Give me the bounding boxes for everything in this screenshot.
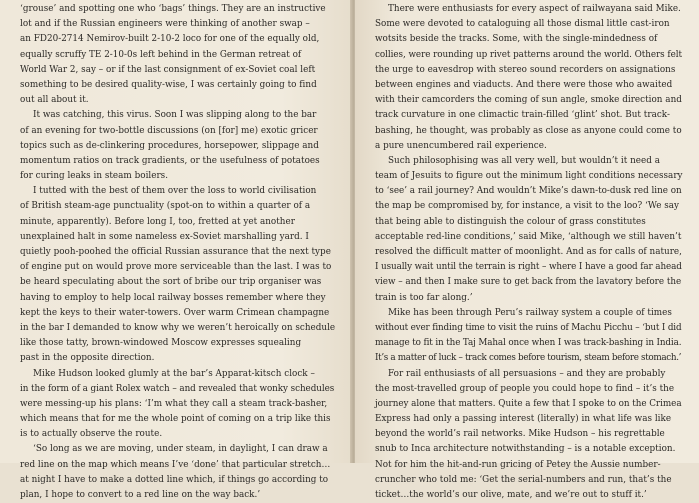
right-page-text-line: the urge to eavesdrop with stereo sound recorders on assignations: [375, 64, 676, 75]
left-page-text-line: unexplained halt in some nameless ex-Soviet marshalling yard. I: [20, 231, 309, 242]
left-page-text-line: ‘So long as we are moving, under steam, in daylight, I can draw a: [33, 444, 328, 455]
left-page-text-line: plan, I hope to convert to a red line on the way back.’: [20, 490, 261, 500]
right-page-text-line: beyond the world’s rail networks. Mike Hudson – his regrettable: [375, 429, 665, 440]
right-page-text-line: a pure unencumbered rail experience.: [375, 140, 547, 151]
right-page-text-line: collies, were rounding up rivet patterns around the world. Others felt: [375, 49, 682, 60]
right-page-text-line: that being able to distinguish the colour of grass constitutes: [375, 216, 646, 227]
left-page-text-line: red line on the map which means I’ve ‘done’ that particular stretch…: [20, 459, 331, 470]
left-page-text-line: I tutted with the best of them over the loss to world civilisation: [33, 186, 317, 197]
right-page-text-line: manage to fit in the Taj Mahal once when I was track-bashing in India.: [375, 338, 682, 349]
left-page-text-line: is to actually observe the route.: [20, 429, 163, 440]
left-page-text-line: equally scruffy TE 2-10-0s left behind in the German retreat of: [20, 49, 302, 60]
right-page-text-line: ticket…the world’s our olive, mate, and we’re out to stuff it.’: [375, 490, 647, 500]
left-page-text-line: something to be desired quality-wise, I was certainly going to find: [20, 79, 317, 90]
right-page-text-line: Some were devoted to cataloguing all those dismal little cast-iron: [375, 19, 670, 30]
left-page-text-line: minute, apparently). Before long I, too, fretted at yet another: [20, 216, 295, 227]
right-page-text-line: Express had only a passing interest (literally) in what life was like: [375, 414, 672, 425]
left-page-text-line: at night I have to make a dotted line which, if things go according to: [20, 474, 329, 485]
left-page-text-line: past in the opposite direction.: [20, 353, 155, 364]
right-page-text-line: train is too far along.’: [375, 292, 473, 303]
right-page-text-line: I usually wait until the terrain is right – where I have a good far ahead: [375, 262, 682, 273]
left-page-text-line: which means that for me the whole point of coming on a trip like this: [20, 414, 331, 425]
right-page-text-line: to ‘see’ a rail journey? And wouldn’t Mike’s dawn-to-dusk red line on: [375, 186, 682, 197]
right-page-text-line: Not for him the hit-and-run gricing of Petey the Aussie number-: [375, 459, 661, 470]
left-page-text-line: be heard speculating about the sort of bribe our trip organiser was: [20, 277, 322, 288]
right-page: [355, 0, 699, 500]
left-page-text-line: in the bar I demanded to know why we weren’t heroically on schedule: [20, 322, 336, 333]
right-page-text-line: There were enthusiasts for every aspect of railwayana said Mike.: [388, 4, 681, 14]
right-page-text-line: cruncher who told me: ‘Get the serial-numbers and run, that’s the: [375, 474, 672, 485]
left-page-text-line: topics such as de-clinkering procedures, horsepower, slippage and: [20, 140, 319, 151]
right-page-text-line: between engines and viaducts. And there were those who awaited: [375, 79, 673, 90]
left-page-text-line: ‘grouse’ and spotting one who ‘bags’ things. They are an instructive: [20, 4, 326, 14]
right-page-text-line: snub to Inca architecture notwithstanding – is a notable exception.: [375, 444, 676, 455]
right-page-text-line: journey alone that matters. Quite a few that I spoke to on the Crimea: [375, 398, 682, 409]
left-page-text-line: Mike Hudson looked glumly at the bar’s Apparat-kitsch clock –: [33, 368, 315, 379]
left-page-text-line: of engine put on would prove more serviceable than the last. I was to: [20, 262, 332, 273]
right-page-text-line: resolved the difficult matter of moonlight. And as for calls of nature,: [375, 247, 682, 257]
left-page-text-line: like those tatty, brown-windowed Moscow expresses squealing: [20, 338, 302, 349]
right-page-text-line: without ever finding time to visit the ruins of Machu Picchu – ‘but I did: [375, 322, 682, 333]
right-page-text-line: with their camcorders the coming of sun angle, smoke direction and: [375, 95, 682, 106]
right-page-text-line: team of Jesuits to figure out the minimum light conditions necessary: [375, 171, 683, 182]
right-page-text-line: bashing, he thought, was probably as close as anyone could come to: [375, 125, 682, 136]
right-page-text-line: wotsits beside the tracks. Some, with the single-mindedness of: [375, 34, 658, 45]
right-page-text-line: track curvature in one climactic train-filled ‘glint’ shot. But track-: [375, 110, 670, 121]
right-page-text-line: acceptable red-line conditions,’ said Mike, ‘although we still haven’t: [375, 231, 682, 242]
right-page-text-line: Such philosophising was all very well, but wouldn’t it need a: [388, 155, 660, 166]
left-page-text-line: of an evening for two-bottle discussions (on [for] me) exotic gricer: [20, 125, 318, 136]
left-page-text-line: in the form of a giant Rolex watch – and revealed that wonky schedules: [20, 383, 335, 394]
right-page-text-line: Mike has been through Peru’s railway system a couple of times: [388, 307, 672, 318]
left-page-text-line: lot and if the Russian engineers were thinking of another swap –: [20, 19, 310, 30]
right-page-text-line: It’s a matter of luck – track comes before tourism, steam before stomach.’: [375, 353, 682, 364]
left-page-text-line: kept the keys to their water-towers. Over warm Crimean champagne: [20, 307, 330, 318]
left-page-text-line: momentum ratios on track gradients, or the usefulness of potatoes: [20, 155, 320, 166]
right-page-text-line: For rail enthusiasts of all persuasions – and they are probably: [388, 368, 666, 379]
left-page-text-line: an FD20-2714 Nemirov-built 2-10-2 loco for one of the equally old,: [20, 34, 320, 45]
left-page-text-line: of British steam-age punctuality (spot-on to within a quarter of a: [20, 201, 311, 212]
left-page-text-line: out all about it.: [20, 95, 89, 106]
left-page-text-line: were messing-up his plans: ‘I’m what they call a steam track-basher,: [20, 398, 328, 409]
right-page-text-line: view – and then I make sure to get back from the lavatory before the: [375, 277, 682, 288]
left-page-text-line: having to employ to help local railway bosses remember where they: [20, 292, 326, 303]
left-page-text-line: It was catching, this virus. Soon I was slipping along to the bar: [33, 110, 317, 121]
right-page-text-line: the most-travelled group of people you could hope to find – it’s the: [375, 383, 675, 394]
left-page-text-line: quietly pooh-poohed the official Russian assurance that the next type: [20, 247, 331, 257]
left-page-text-line: for curing leaks in steam boilers.: [20, 171, 169, 182]
left-page-text-line: World War 2, say – or if the last consignment of ex-Soviet coal left: [20, 64, 316, 75]
right-page-text-line: the map be compromised by, for instance, a visit to the loo? ‘We say: [375, 201, 680, 212]
